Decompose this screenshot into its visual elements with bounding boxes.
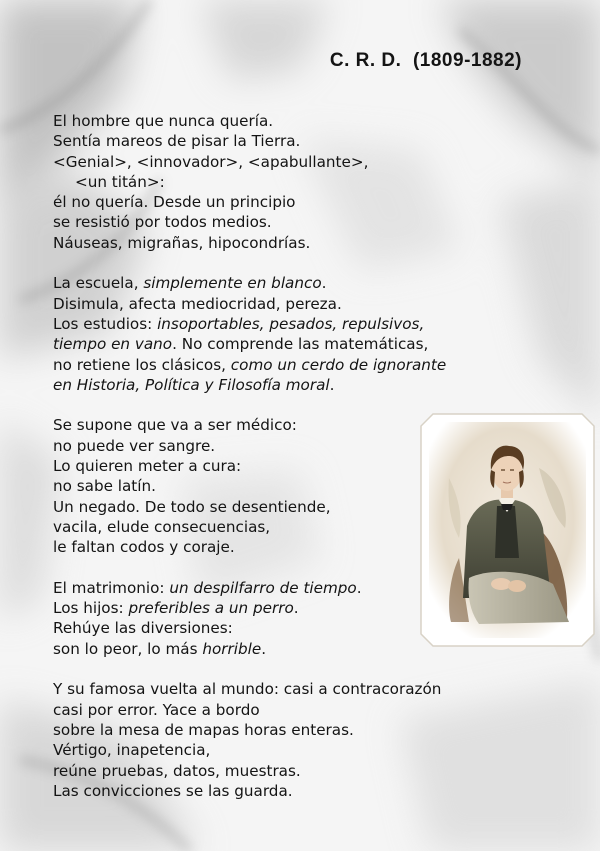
poem-line bbox=[53, 212, 523, 232]
poem-segment: Y su famosa vuelta al mundo: casi a contracorazón bbox=[53, 680, 442, 699]
poem-segment: . bbox=[329, 375, 335, 394]
poem-segment: Lo quieren meter a cura: bbox=[53, 457, 242, 476]
poem-segment: <Genial>, <innovador>, <apabullante>, bbox=[53, 152, 369, 171]
poem-line bbox=[53, 679, 523, 699]
poem-italic-segment: horrible bbox=[202, 639, 262, 658]
poem-line bbox=[53, 172, 523, 192]
poem-stanza bbox=[53, 111, 523, 253]
poem-italic-segment: un despilfarro de tiempo bbox=[169, 578, 357, 597]
poem-line bbox=[53, 314, 523, 334]
poem-segment: <un titán>: bbox=[75, 172, 165, 191]
poem-segment: reúne pruebas, datos, muestras. bbox=[53, 761, 301, 780]
poem-segment: . bbox=[293, 599, 299, 618]
poem-line bbox=[53, 152, 523, 172]
poem-line bbox=[53, 111, 523, 131]
poem-segment: Los hijos: bbox=[53, 599, 129, 618]
poem-segment: La escuela, bbox=[53, 274, 144, 293]
poem-segment: . bbox=[321, 274, 327, 293]
page-title: C. R. D. (1809-1882) bbox=[329, 50, 522, 71]
poem-line bbox=[53, 334, 523, 354]
poem-segment: El hombre que nunca quería. bbox=[53, 112, 274, 130]
poem-segment: Un negado. De todo se desentiende, bbox=[53, 497, 331, 516]
poem-line bbox=[53, 720, 523, 740]
poem-line bbox=[53, 355, 523, 375]
poem-stanza bbox=[53, 679, 523, 801]
poem-segment: le faltan codos y coraje. bbox=[53, 538, 235, 557]
poem-segment: él no quería. Desde un principio bbox=[53, 193, 296, 212]
poem-segment: . No comprende las matemáticas, bbox=[172, 335, 429, 354]
poem-segment: . bbox=[261, 639, 267, 658]
poem-line bbox=[53, 700, 523, 720]
poem-segment: son lo peor, lo más bbox=[53, 639, 203, 658]
poem-line bbox=[53, 761, 523, 781]
poem-italic-segment: preferibles a un perro bbox=[128, 599, 294, 618]
poem-italic-segment: en Historia, Política y Filosofía moral bbox=[53, 375, 330, 394]
poem-italic-segment: simplemente en blanco bbox=[143, 274, 322, 293]
poem-segment: casi por error. Yace a bordo bbox=[53, 700, 260, 719]
poem-line bbox=[53, 233, 523, 253]
poem-segment: no puede ver sangre. bbox=[53, 436, 216, 455]
portrait-image bbox=[419, 408, 596, 652]
poem-line bbox=[53, 192, 523, 212]
poem-segment: Los estudios: bbox=[53, 314, 158, 333]
poem-segment: no retiene los clásicos, bbox=[53, 355, 231, 374]
poem-line bbox=[53, 294, 523, 314]
poem-line bbox=[53, 273, 523, 293]
poem-segment: vacila, elude consecuencias, bbox=[53, 517, 271, 536]
poem-segment: Se supone que va a ser médico: bbox=[53, 416, 297, 435]
poem-line bbox=[53, 131, 523, 151]
poem-segment: . bbox=[356, 578, 362, 597]
poem-segment: Náuseas, migrañas, hipocondrías. bbox=[53, 233, 311, 252]
poem-segment: no sabe latín. bbox=[53, 477, 156, 496]
poem-stanza bbox=[53, 273, 523, 395]
poem-segment: Sentía mareos de pisar la Tierra. bbox=[53, 132, 301, 151]
poem-italic-segment: insoportables, pesados, repulsivos, bbox=[157, 314, 425, 333]
poem-italic-segment: como un cerdo de ignorante bbox=[230, 355, 447, 374]
poem-italic-segment: tiempo en vano bbox=[53, 335, 173, 354]
poem-segment: Rehúye las diversiones: bbox=[53, 619, 233, 638]
poem-segment: se resistió por todos medios. bbox=[53, 213, 272, 232]
poem-segment: Disimula, afecta mediocridad, pereza. bbox=[53, 294, 342, 313]
poem-line bbox=[53, 781, 523, 801]
poem-line bbox=[53, 740, 523, 760]
poem-line bbox=[53, 375, 523, 395]
poem-segment: Vértigo, inapetencia, bbox=[53, 741, 211, 760]
poem-segment: Las convicciones se las guarda. bbox=[53, 781, 293, 800]
poem-segment: sobre la mesa de mapas horas enteras. bbox=[53, 720, 354, 739]
poem-segment: El matrimonio: bbox=[53, 578, 170, 597]
